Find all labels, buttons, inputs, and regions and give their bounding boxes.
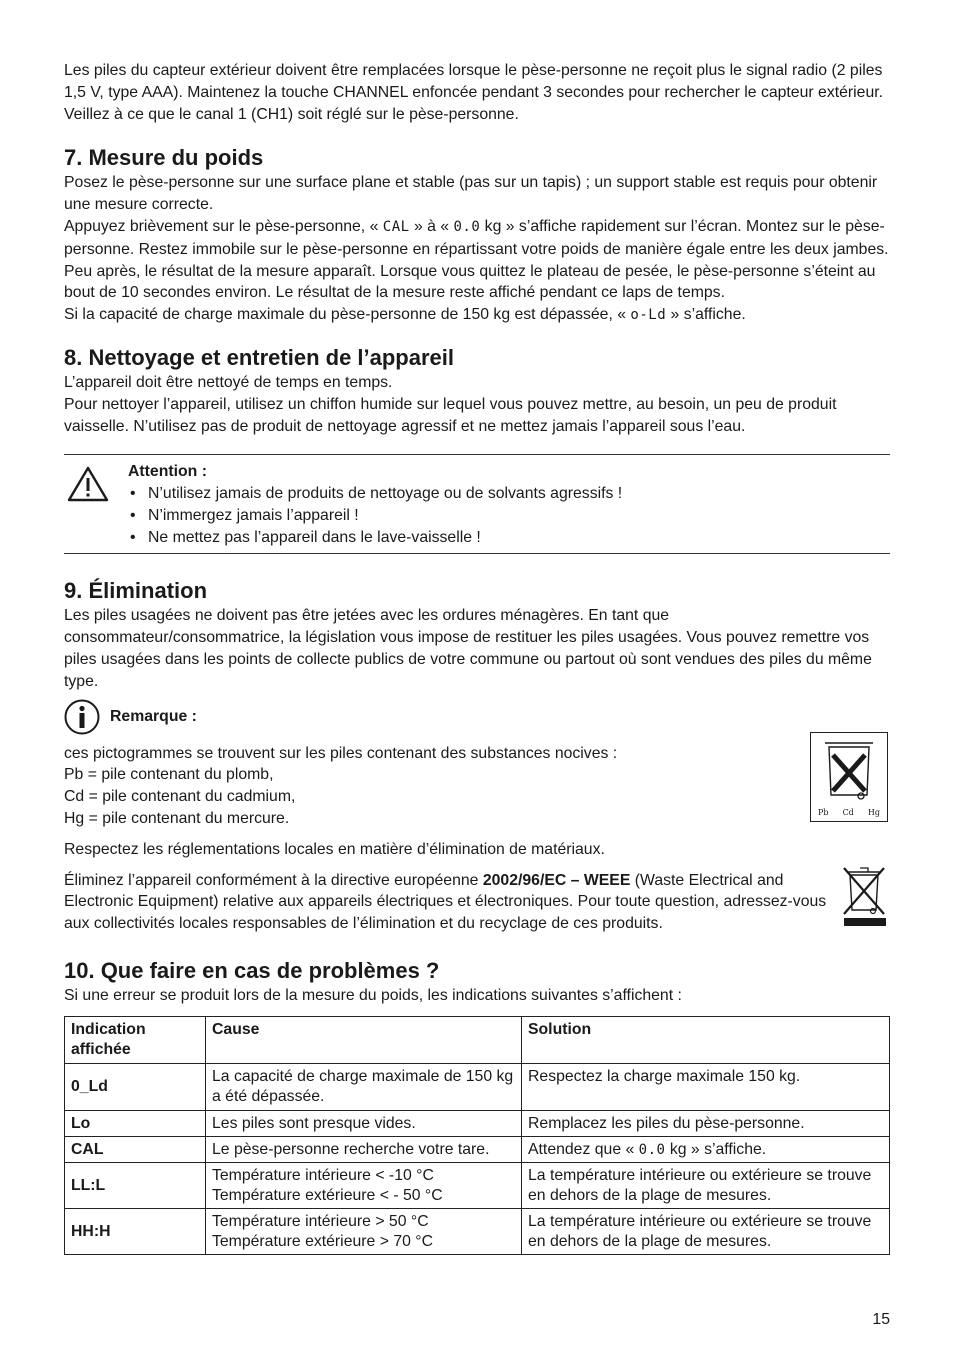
s7-paragraph-1: Posez le pèse-personne sur une surface plane et stable (pas sur un tapis) ; un support stable est requis pour obtenir une mesure correcte. <box>64 174 878 214</box>
header-solution: Solution <box>522 1016 890 1063</box>
weee-bin-icon <box>840 862 888 928</box>
note-header <box>64 699 890 735</box>
warning-item: • Ne mettez pas l’appareil dans le lave-vaisselle ! <box>128 527 890 549</box>
s7-p2-text-b: » à « <box>409 217 454 235</box>
weee-text-b: (Waste Electrical and Electronic Equipment) relative aux appareils électriques et électroniques. Pour toute question, adressez-vous aux collectivités locales responsables de l’élimination et du recyclage de ces produits. <box>64 871 827 933</box>
section-8-title: 8. Nettoyage et entretien de l’appareil <box>64 344 455 370</box>
header-cause: Cause <box>206 1016 522 1063</box>
s7-p2-text-a: Appuyez brièvement sur le pèse-personne, « <box>64 217 383 235</box>
pict-line: Pb = pile contenant du plomb, <box>64 766 274 784</box>
table-row <box>65 1208 890 1254</box>
cell-cause: La capacité de charge maximale de 150 kg a été dépassée. <box>206 1063 522 1110</box>
pict-line: ces pictogrammes se trouvent sur les piles contenant des substances nocives : <box>64 744 618 762</box>
cause-line: Température extérieure > 70 °C <box>212 1232 434 1250</box>
lcd-zero: 0.0 <box>638 1141 666 1158</box>
section-10-title: 10. Que faire en cas de problèmes ? <box>64 957 440 983</box>
cell-indication: HH:H <box>65 1208 206 1254</box>
section-9-title: 9. Élimination <box>64 578 208 604</box>
cell-indication: 0_Ld <box>65 1063 206 1110</box>
s8-paragraph-1: L’appareil doit être nettoyé de temps en temps. <box>64 373 393 391</box>
lcd-overload: o-Ld <box>630 307 667 324</box>
cell-solution-text-a: Attendez que « <box>528 1140 639 1158</box>
cause-line: Température extérieure < - 50 °C <box>212 1186 443 1204</box>
note-label: Remarque : <box>110 707 197 725</box>
weee-paragraph <box>64 870 828 935</box>
cell-cause <box>206 1162 522 1208</box>
weee-section <box>64 870 890 935</box>
table-row <box>65 1136 890 1162</box>
section-7-title: 7. Mesure du poids <box>64 145 264 171</box>
cell-solution <box>522 1136 890 1162</box>
pict-label-cd: Cd <box>842 807 854 817</box>
s7-p3-text-b: » s’affiche. <box>666 306 746 324</box>
pict-line: Cd = pile contenant du cadmium, <box>64 788 296 806</box>
pict-label-pb: Pb <box>818 807 829 817</box>
warning-item: • N’immergez jamais l’appareil ! <box>128 505 890 527</box>
warning-title: Attention : <box>128 463 207 481</box>
page-content <box>64 60 890 1255</box>
warning-box <box>64 454 890 554</box>
battery-bin-pictogram <box>810 732 888 822</box>
table-header-row <box>65 1016 890 1063</box>
s7-p2-text-c: kg » s’affiche rapidement sur l’écran. Montez sur le pèse-personne. Restez immobile sur le pèse-personne en répartissant votre poids de manière égale entre les deux jambes. Peu après, le résultat de la mesure apparaît. Lorsque vous quittez le plateau de pesée, le pèse-personne s’éteint au bout de 10 secondes environ. Le résultat de la mesure reste affiché pendant ce laps de temps. <box>64 217 889 302</box>
s7-p3-text-a: Si la capacité de charge maximale du pèse-personne de 150 kg est dépassée, « <box>64 306 631 324</box>
cell-cause: Le pèse-personne recherche votre tare. <box>206 1136 522 1162</box>
intro-paragraph: Les piles du capteur extérieur doivent être remplacées lorsque le pèse-personne ne reçoit plus le signal radio (2 piles 1,5 V, type AAA). Maintenez la touche CHANNEL enfoncée pendant 3 secondes pour rechercher le capteur extérieur. Veillez à ce que le canal 1 (CH1) soit réglé sur le pèse-personne. <box>64 62 884 123</box>
info-icon <box>64 699 100 735</box>
pict-chem-labels <box>811 808 887 817</box>
troubleshooting-table <box>64 1016 890 1255</box>
cell-solution: La température intérieure ou extérieure se trouve en dehors de la plage de mesures. <box>522 1208 890 1254</box>
cell-cause: Les piles sont presque vides. <box>206 1110 522 1136</box>
table-row <box>65 1110 890 1136</box>
cause-line: Température intérieure > 50 °C <box>212 1212 429 1230</box>
cell-indication: LL:L <box>65 1162 206 1208</box>
lcd-zero: 0.0 <box>453 218 481 235</box>
weee-directive: 2002/96/EC – WEEE <box>482 871 631 889</box>
warning-list <box>128 483 890 549</box>
pictogram-section <box>64 743 890 830</box>
lcd-cal: CAL <box>382 218 410 235</box>
cell-solution: La température intérieure ou extérieure se trouve en dehors de la plage de mesures. <box>522 1162 890 1208</box>
cell-cause <box>206 1208 522 1254</box>
header-indication: Indication affichée <box>65 1016 206 1063</box>
pict-line: Hg = pile contenant du mercure. <box>64 809 290 827</box>
s10-paragraph-1: Si une erreur se produit lors de la mesure du poids, les indications suivantes s’affichent : <box>64 986 682 1004</box>
pict-label-hg: Hg <box>867 807 880 817</box>
warning-item: • N’utilisez jamais de produits de nettoyage ou de solvants agressifs ! <box>128 483 890 505</box>
cell-solution: Respectez la charge maximale 150 kg. <box>522 1063 890 1110</box>
s9-local-rules: Respectez les réglementations locales en matière d’élimination de matériaux. <box>64 840 605 858</box>
s7-paragraph-2 <box>64 216 890 304</box>
s9-paragraph-1: Les piles usagées ne doivent pas être jetées avec les ordures ménagères. En tant que consommateur/consommatrice, la législation vous impose de restituer les piles usagées. Vous pouvez remettre vos piles usagées dans les points de collecte publics de votre commune ou partout où sont vendues des piles du même type. <box>64 607 872 690</box>
cell-indication: CAL <box>65 1136 206 1162</box>
warning-triangle-icon <box>66 465 110 503</box>
cell-solution: Remplacez les piles du pèse-personne. <box>522 1110 890 1136</box>
cell-solution-text-b: kg » s’affiche. <box>665 1140 767 1158</box>
weee-text-a: Éliminez l’appareil conformément à la directive européenne <box>64 871 483 889</box>
table-row <box>65 1162 890 1208</box>
table-row <box>65 1063 890 1110</box>
page-number: 15 <box>872 1311 890 1328</box>
s8-paragraph-2: Pour nettoyer l’appareil, utilisez un chiffon humide sur lequel vous pouvez mettre, au besoin, un peu de produit vaisselle. N’utilisez pas de produit de nettoyage agressif et ne mettez jamais l’appareil sous l’eau. <box>64 395 837 435</box>
s7-paragraph-3 <box>64 304 890 327</box>
cell-indication: Lo <box>65 1110 206 1136</box>
cause-line: Température intérieure < -10 °C <box>212 1166 434 1184</box>
